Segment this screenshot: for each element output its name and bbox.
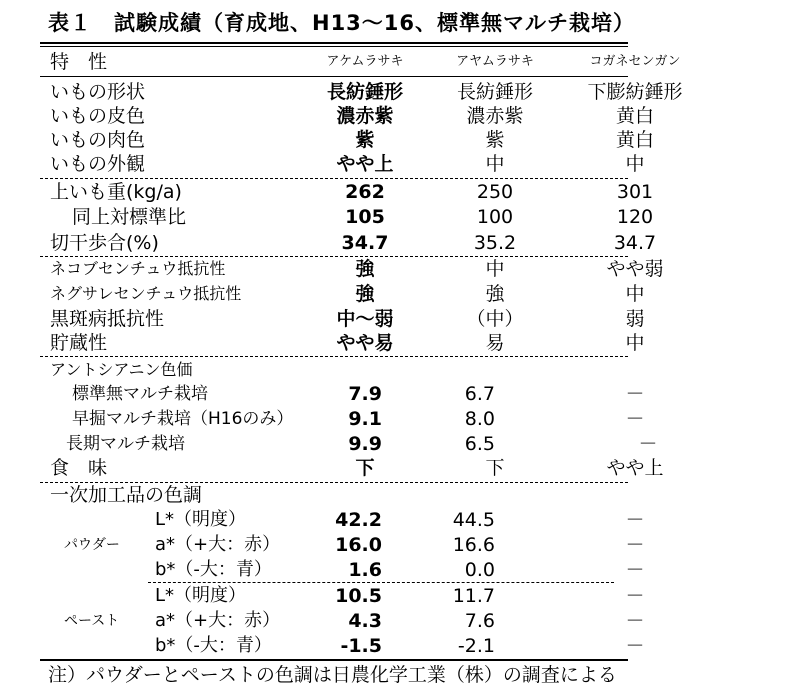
row-c1: 7.9 [348, 383, 382, 405]
row-label: いもの形状 [50, 81, 146, 103]
row-c2: 紫 [485, 129, 505, 151]
row-label: b*（-大：青） [155, 635, 272, 656]
row-c2: 11.7 [452, 585, 495, 607]
row-c1: やや易 [336, 332, 394, 354]
row-label: アントシアニン色価 [50, 360, 193, 379]
row-c2: 250 [476, 181, 514, 203]
table-row [0, 152, 800, 176]
row-c3: － [625, 509, 645, 531]
row-label: いもの皮色 [50, 105, 146, 127]
row-c3: － [625, 635, 645, 657]
row-c1: 1.6 [348, 559, 382, 581]
row-c1: 262 [345, 181, 385, 203]
table-row [0, 584, 800, 608]
row-label: 切干歩合(%) [50, 232, 159, 254]
row-c2: 6.5 [464, 433, 495, 455]
table-row [0, 331, 800, 355]
row-c3: 黄白 [615, 105, 654, 127]
table-row [0, 104, 800, 128]
row-c2: 16.6 [452, 534, 495, 556]
row-c3: － [625, 383, 645, 405]
table-row [0, 508, 800, 532]
table-row [0, 231, 800, 255]
row-c3: 中 [625, 283, 645, 305]
row-c3: － [638, 433, 658, 455]
table-header [0, 50, 800, 74]
row-c3: － [625, 408, 645, 430]
table-row [0, 307, 800, 331]
row-c2: 8.0 [464, 408, 495, 430]
row-c3: － [625, 534, 645, 556]
row-c1: 濃赤紫 [336, 105, 394, 127]
table-row [0, 128, 800, 152]
row-c3: 301 [616, 181, 654, 203]
row-c3: やや上 [606, 457, 664, 479]
row-c1: 34.7 [341, 232, 389, 254]
row-c2: （中） [466, 308, 524, 330]
row-label: ネグサレセンチュウ抵抗性 [50, 284, 242, 303]
row-c2: 35.2 [473, 232, 517, 254]
row-c1: 中～弱 [336, 308, 394, 330]
row-c1: 強 [355, 258, 375, 280]
row-label: a*（+大：赤） [155, 534, 281, 555]
row-c3: － [625, 559, 645, 581]
row-c3: やや弱 [606, 258, 664, 280]
row-label: 貯蔵性 [50, 332, 108, 354]
row-c2: 44.5 [452, 509, 495, 531]
row-c2: 中 [485, 153, 505, 175]
row-label: 早掘マルチ栽培（H16のみ） [72, 409, 294, 429]
row-label: 食 味 [50, 457, 108, 479]
row-c1: 紫 [355, 129, 375, 151]
row-c2: 易 [485, 332, 505, 354]
row-c3: 120 [616, 206, 654, 228]
row-c3: 34.7 [613, 232, 657, 254]
row-c1: 105 [345, 206, 385, 228]
table-row [0, 358, 800, 382]
row-c1: 16.0 [335, 534, 382, 556]
row-label: 上いも重(kg/a) [50, 181, 182, 203]
header-trait: 特 性 [50, 51, 108, 73]
group-label-paste: ペースト [64, 613, 120, 629]
row-c1: 下 [355, 457, 375, 479]
header-c2: アヤムラサキ [456, 54, 534, 69]
table-row [0, 80, 800, 104]
row-c3: 中 [625, 153, 645, 175]
group-divider [148, 582, 614, 583]
row-c3: － [625, 585, 645, 607]
row-c1: やや上 [336, 153, 394, 175]
row-label: L*（明度） [155, 585, 247, 606]
header-c1: アケムラサキ [326, 54, 404, 69]
row-label: L*（明度） [155, 509, 247, 530]
row-c1: 長紡錘形 [326, 81, 403, 103]
row-label: いもの肉色 [50, 129, 146, 151]
row-c3: － [625, 610, 645, 632]
table-row [0, 282, 800, 306]
row-c2: 濃赤紫 [466, 105, 524, 127]
row-c1: 9.9 [348, 433, 382, 455]
table-row [0, 257, 800, 281]
header-c3: コガネセンガン [589, 54, 681, 69]
row-c2: 下 [485, 457, 505, 479]
row-c2: -2.1 [457, 635, 495, 657]
row-c2: 強 [485, 283, 505, 305]
table-row [0, 558, 800, 582]
row-c1: -1.5 [340, 635, 382, 657]
row-c1: 強 [355, 283, 375, 305]
table-row [0, 456, 800, 480]
table-bottom-rule [40, 659, 628, 661]
table-row [0, 432, 800, 456]
table-row [0, 180, 800, 204]
group-label-powder: パウダー [64, 537, 120, 553]
section-divider [40, 178, 628, 179]
table-row [0, 533, 800, 557]
row-c2: 7.6 [464, 610, 495, 632]
row-label: a*（+大：赤） [155, 610, 281, 631]
header-rule [40, 76, 628, 77]
row-c1: 42.2 [335, 509, 382, 531]
row-c3: 下膨紡錘形 [587, 81, 683, 103]
row-label: ネコブセンチュウ抵抗性 [50, 259, 226, 278]
row-c1: 10.5 [335, 585, 382, 607]
row-c1: 4.3 [348, 610, 382, 632]
row-c2: 100 [476, 206, 514, 228]
table-row [0, 407, 800, 431]
table-row [0, 382, 800, 406]
table-row [0, 483, 800, 507]
row-c2: 長紡錘形 [456, 81, 533, 103]
row-label: 同上対標準比 [72, 206, 187, 228]
section-divider [40, 356, 628, 357]
table-row [0, 205, 800, 229]
row-c3: 黄白 [615, 129, 654, 151]
row-c2: 6.7 [464, 383, 495, 405]
row-c3: 中 [625, 332, 645, 354]
row-label: いもの外観 [50, 153, 146, 175]
table-row [0, 609, 800, 633]
table-top-rule-2 [40, 46, 628, 47]
footnote: 注）パウダーとペーストの色調は日農化学工業（株）の調査による [48, 664, 617, 686]
row-c2: 0.0 [464, 559, 495, 581]
row-c3: 弱 [625, 308, 645, 330]
page-title: 表１ 試験成績（育成地、H13～16、標準無マルチ栽培） [48, 11, 636, 35]
row-c1: 9.1 [348, 408, 382, 430]
row-label: 標準無マルチ栽培 [72, 384, 208, 404]
row-c2: 中 [485, 258, 505, 280]
row-label: 黒斑病抵抗性 [50, 308, 165, 330]
table-row [0, 634, 800, 658]
row-label: 長期マルチ栽培 [66, 434, 185, 454]
row-label: b*（-大：青） [155, 559, 272, 580]
row-label: 一次加工品の色調 [50, 484, 203, 506]
table-top-rule [40, 42, 628, 44]
